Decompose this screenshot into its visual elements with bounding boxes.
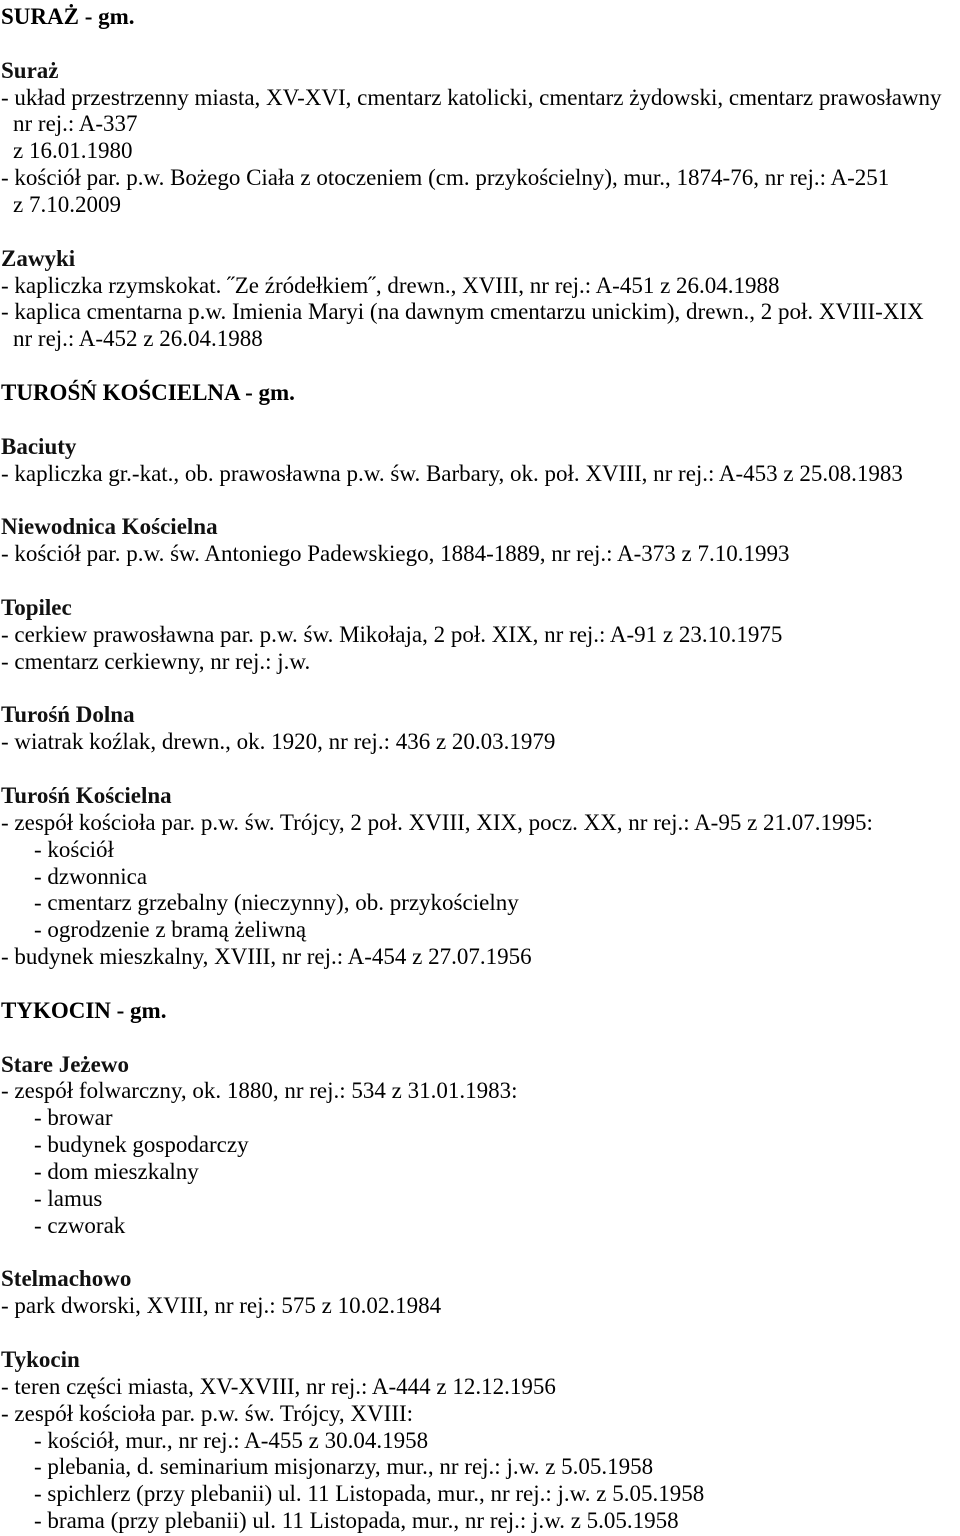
town-section (1, 702, 960, 756)
town-heading: Tykocin (1, 1346, 80, 1372)
town-heading: Zawyki (1, 245, 76, 271)
town-heading: Stare Jeżewo (1, 1051, 129, 1077)
sub-item: - spichlerz (przy plebanii) ul. 11 Listopada, mur., nr rej.: j.w. z 5.05.1958 (34, 1481, 705, 1507)
town-section (1, 434, 960, 488)
town-heading: Niewodnica Kościelna (1, 514, 218, 540)
entry-line: - wiatrak koźlak, drewn., ok. 1920, nr rej.: 436 z 20.03.1979 (1, 729, 556, 755)
town-section (1, 783, 960, 971)
entry-line: - zespół folwarczny, ok. 1880, nr rej.: 534 z 31.01.1983: (1, 1078, 518, 1104)
town-section (1, 58, 960, 219)
sub-item: - cmentarz grzebalny (nieczynny), ob. przykościelny (34, 890, 519, 916)
entry-line: - kościół par. p.w. św. Antoniego Padewskiego, 1884-1889, nr rej.: A-373 z 7.10.1993 (1, 541, 790, 567)
entry-line: - kapliczka rzymskokat. ˝Ze źródełkiem˝, drewn., XVIII, nr rej.: A-451 z 26.04.1988 (1, 272, 780, 298)
sub-item: - kościół, mur., nr rej.: A-455 z 30.04.1958 (34, 1427, 429, 1453)
entry-line: - układ przestrzenny miasta, XV-XVI, cmentarz katolicki, cmentarz żydowski, cmentarz prawosławny (1, 84, 942, 110)
gmina-heading: TYKOCIN - gm. (1, 997, 167, 1023)
town-heading: Stelmachowo (1, 1266, 132, 1292)
town-heading: Suraż (1, 57, 59, 83)
sub-item: - brama (przy plebanii) ul. 11 Listopada, mur., nr rej.: j.w. z 5.05.1958 (34, 1508, 679, 1534)
sub-item: - plebania, d. seminarium misjonarzy, mur., nr rej.: j.w. z 5.05.1958 (34, 1454, 654, 1480)
entry-line: - kościół par. p.w. Bożego Ciała z otoczeniem (cm. przykościelny), mur., 1874-76, nr rej.: A-251 (1, 165, 890, 191)
entry-line: - kaplica cmentarna p.w. Imienia Maryi (na dawnym cmentarzu unickim), drewn., 2 poł. XVIII-XIX (1, 299, 924, 325)
sub-item: - browar (34, 1105, 113, 1131)
town-heading: Turośń Kościelna (1, 782, 172, 808)
gmina-section (1, 998, 960, 1535)
town-section (1, 1347, 960, 1535)
entry-line: - cmentarz cerkiewny, nr rej.: j.w. (1, 648, 311, 674)
entry-continuation: z 7.10.2009 (13, 192, 121, 218)
town-heading: Topilec (1, 594, 72, 620)
gmina-heading: TUROŚŃ KOŚCIELNA - gm. (1, 380, 295, 406)
entry-line: - park dworski, XVIII, nr rej.: 575 z 10.02.1984 (1, 1293, 442, 1319)
town-heading: Turośń Dolna (1, 702, 135, 728)
entry-line: - budynek mieszkalny, XVIII, nr rej.: A-454 z 27.07.1956 (1, 944, 532, 970)
town-section (1, 514, 960, 568)
entry-line: - kapliczka gr.-kat., ob. prawosławna p.w. św. Barbary, ok. poł. XVIII, nr rej.: A-453 z 25.08.1983 (1, 460, 903, 486)
sub-item: - ogrodzenie z bramą żeliwną (34, 917, 307, 943)
sub-item: - budynek gospodarczy (34, 1132, 249, 1158)
gmina-heading: SURAŻ - gm. (1, 4, 135, 29)
sub-item: - dzwonnica (34, 863, 148, 889)
gmina-section (1, 380, 960, 971)
sub-item: - lamus (34, 1185, 103, 1211)
entry-line: - cerkiew prawosławna par. p.w. św. Mikołaja, 2 poł. XIX, nr rej.: A-91 z 23.10.1975 (1, 621, 783, 647)
entry-continuation: nr rej.: A-452 z 26.04.1988 (13, 326, 263, 352)
gmina-section (1, 4, 960, 353)
town-section (1, 246, 960, 353)
entry-line: - zespół kościoła par. p.w. św. Trójcy, XVIII: (1, 1400, 414, 1426)
entry-line: - teren części miasta, XV-XVIII, nr rej.: A-444 z 12.12.1956 (1, 1373, 556, 1399)
sub-item: - czworak (34, 1212, 126, 1238)
sub-item: - dom mieszkalny (34, 1158, 199, 1184)
town-section (1, 1052, 960, 1240)
entry-line: - zespół kościoła par. p.w. św. Trójcy, 2 poł. XVIII, XIX, pocz. XX, nr rej.: A-95 z 21.07.1995: (1, 809, 873, 835)
entry-continuation: nr rej.: A-337 (13, 111, 138, 137)
town-section (1, 1266, 960, 1320)
town-section (1, 595, 960, 676)
sub-item: - kościół (34, 836, 114, 862)
town-heading: Baciuty (1, 433, 77, 459)
entry-continuation: z 16.01.1980 (13, 138, 133, 164)
